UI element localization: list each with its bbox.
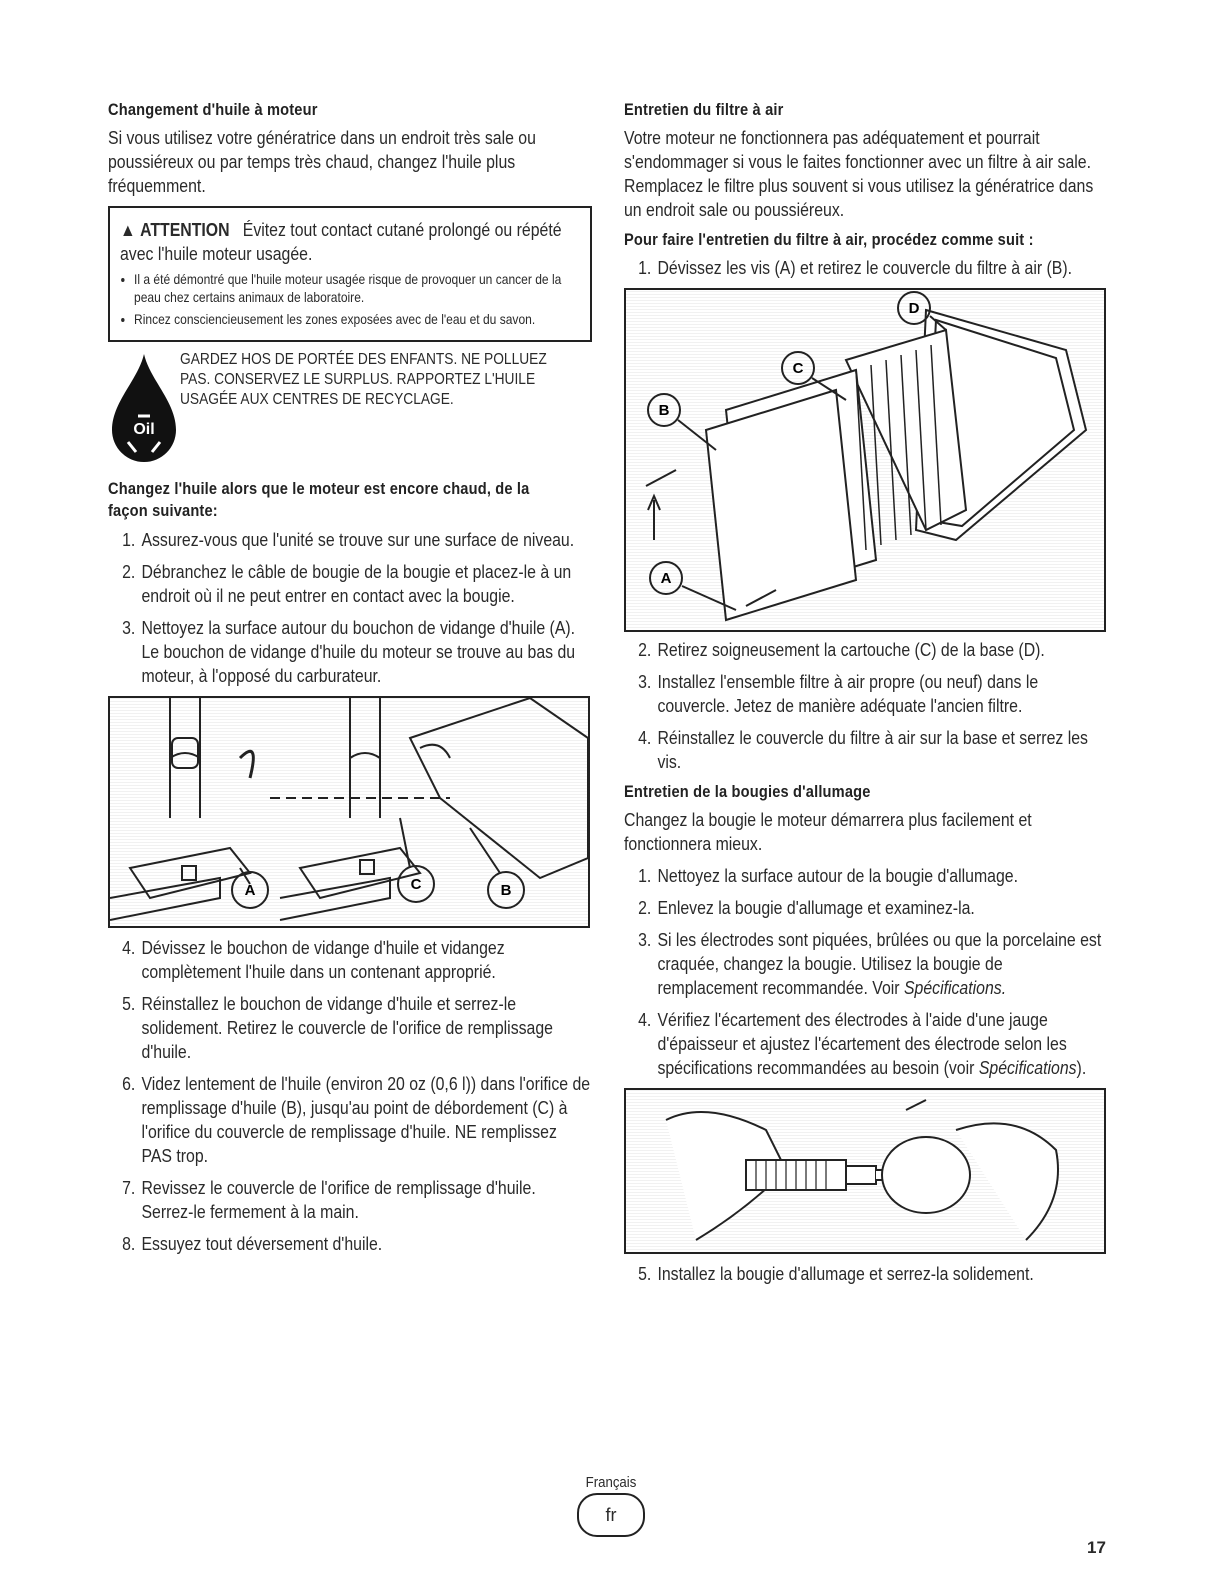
oil-drain-illustration <box>110 698 588 926</box>
air-filter-illustration <box>626 290 1104 630</box>
air-filter-heading: Entretien du filtre à air <box>624 100 784 119</box>
spark-plug-illustration <box>626 1090 1104 1252</box>
fig-label-c: C <box>410 876 422 893</box>
list-item: 1. Assurez-vous que l'unité se trouve sur une surface de niveau. <box>122 530 575 550</box>
page-number: 17 <box>1087 1538 1106 1557</box>
left-column <box>108 100 592 1264</box>
list-item: 3. Nettoyez la surface autour du bouchon de vidange d'huile (A). Le bouchon de vidange d'huile du moteur se trouve au bas du moteur, à l'opposé du carburateur. <box>122 618 576 686</box>
oil-steps-list-a <box>108 528 592 688</box>
warning-triangle-icon: ▲ <box>120 220 136 240</box>
oil-steps-list-b <box>108 936 592 1256</box>
warning-title <box>120 218 578 266</box>
fig-label-a: A <box>244 882 256 899</box>
list-item: 6. Videz lentement de l'huile (environ 20 oz (0,6 l)) dans l'orifice de remplissage d'huile (B), jusqu'au point de débordement (C) à l'orifice du couvercle de remplissage d'huile. NE remplissez PAS trop. <box>122 1074 591 1166</box>
spark-plug-figure <box>624 1088 1106 1254</box>
spark-plug-heading: Entretien de la bougies d'allumage <box>624 782 871 801</box>
fig-label-b: B <box>658 402 670 419</box>
list-item: 4. Dévissez le bouchon de vidange d'huile et vidangez complètement l'huile dans un contenant approprié. <box>122 938 505 982</box>
warning-bullet: • Rincez consciencieusement les zones exposées avec de l'eau et du savon. <box>134 310 581 328</box>
list-item: 5. Réinstallez le bouchon de vidange d'huile et serrez-le solidement. Retirez le couvercle de l'orifice de remplissage d'huile. <box>122 994 553 1062</box>
air-filter-steps-heading: Pour faire l'entretien du filtre à air, procédez comme suit : <box>624 230 1034 249</box>
warning-text: Évitez tout contact cutané prolongé ou répété avec l'huile moteur usagée. <box>120 220 562 264</box>
recycle-text: GARDEZ HOS DE PORTÉE DES ENFANTS. NE POLLUEZ PAS. CONSERVEZ LE SURPLUS. RAPPORTEZ L'HUILE USAGÉE AUX CENTRES DE RECYCLAGE. <box>180 351 547 408</box>
spark-plug-step-5 <box>624 1262 1108 1286</box>
list-item: 3. Si les électrodes sont piquées, brûlées ou que la porcelaine est craquée, changez la bougie. Utilisez la bougie de remplacement recommandée. Voir Spécifications. <box>638 930 1102 998</box>
spark-plug-steps-list <box>624 864 1108 1080</box>
spec-reference: Spécifications. <box>903 978 1007 998</box>
list-item: 1. Nettoyez la surface autour de la bougie d'allumage. <box>638 866 1018 886</box>
language-label: Français <box>585 1474 637 1491</box>
spec-reference: Spécifications <box>978 1058 1077 1078</box>
list-item: 2. Retirez soigneusement la cartouche (C) de la base (D). <box>638 640 1045 660</box>
spark-plug-intro: Changez la bougie le moteur démarrera plus facilement et fonctionnera mieux. <box>624 810 1032 854</box>
list-item: 8. Essuyez tout déversement d'huile. <box>122 1234 383 1254</box>
oil-change-heading: Changement d'huile à moteur <box>108 100 318 119</box>
list-item: 4. Vérifiez l'écartement des électrodes à l'aide d'une jauge d'épaisseur et ajustez l'écartement des électrode selon les spécifications recommandées au besoin (voir Spécifications). <box>638 1010 1087 1078</box>
list-item: 2. Débranchez le câble de bougie de la bougie et placez-le à un endroit où il ne peut entrer en contact avec la bougie. <box>122 562 572 606</box>
air-filter-step-1 <box>624 256 1108 280</box>
air-filter-figure <box>624 288 1106 632</box>
list-item: 2. Enlevez la bougie d'allumage et examinez-la. <box>638 898 975 918</box>
list-item: 7. Revissez le couvercle de l'orifice de remplissage d'huile. Serrez-le fermement à la main. <box>122 1178 536 1222</box>
language-badge <box>573 1474 649 1537</box>
air-filter-steps-list <box>624 638 1108 774</box>
oil-icon-word: Oil <box>133 421 155 438</box>
warning-bullet: • Il a été démontré que l'huile moteur usagée risque de provoquer un cancer de la peau chez certains animaux de laboratoire. <box>134 270 581 306</box>
oil-recycle-icon <box>108 350 180 468</box>
oil-change-intro: Si vous utilisez votre génératrice dans un endroit très sale ou poussiéreux ou par temps très chaud, changez l'huile plus fréquemment. <box>108 128 536 196</box>
fig-label-a: A <box>660 570 672 587</box>
fig-label-c: C <box>792 360 804 377</box>
list-item: 3. Installez l'ensemble filtre à air propre (ou neuf) dans le couvercle. Jetez de manière adéquate l'ancien filtre. <box>638 672 1039 716</box>
list-item: 1. Dévissez les vis (A) et retirez le couvercle du filtre à air (B). <box>638 258 1073 278</box>
warning-box <box>108 206 592 342</box>
warning-label: ATTENTION <box>140 220 230 240</box>
list-item: 4. Réinstallez le couvercle du filtre à air sur la base et serrez les vis. <box>638 728 1088 772</box>
language-code: fr <box>577 1493 645 1537</box>
fig-label-d: D <box>908 300 920 317</box>
oil-drain-figure <box>108 696 590 928</box>
fig-label-b: B <box>500 882 512 899</box>
air-filter-intro: Votre moteur ne fonctionnera pas adéquatement et pourrait s'endommager si vous le faites fonctionner avec un filtre à air sale. Remplacez le filtre plus souvent si vous utilisez la génératrice dans un endroit sale ou poussiéreux. <box>624 128 1094 220</box>
oil-steps-heading: Changez l'huile alors que le moteur est encore chaud, de la façon suivante: <box>108 479 530 520</box>
right-column <box>624 100 1108 1294</box>
recycle-notice <box>108 350 592 470</box>
list-item: 5. Installez la bougie d'allumage et serrez-la solidement. <box>638 1264 1034 1284</box>
